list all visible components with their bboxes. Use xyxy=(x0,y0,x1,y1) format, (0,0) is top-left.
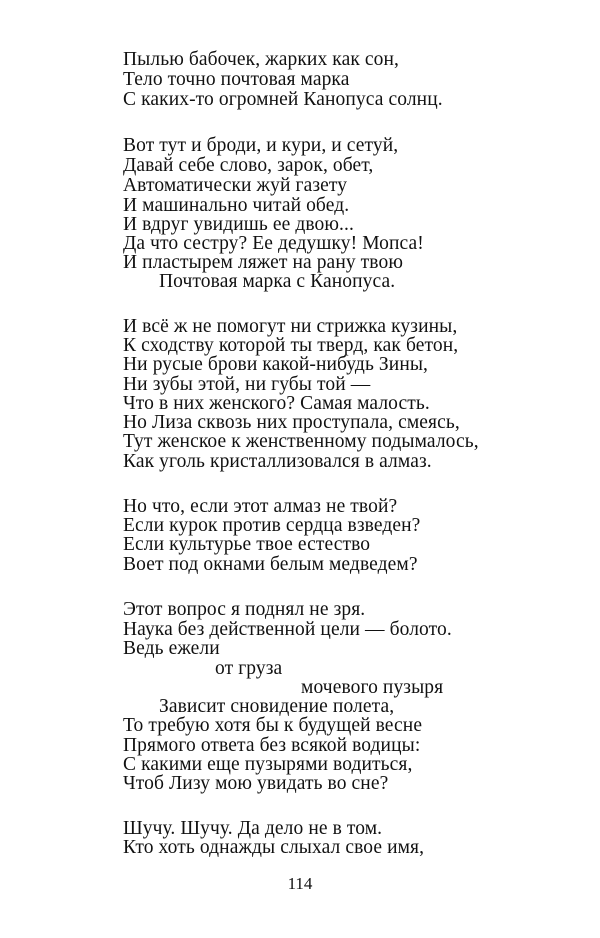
poem-line-indented: Почтовая марка с Канопуса. xyxy=(159,271,396,292)
poem-line: Да что сестру? Ее дедушку! Мопса! xyxy=(123,233,424,254)
poem-line-indented: Зависит сновидение полета, xyxy=(159,696,395,717)
poem-line: И вдруг увидишь ее двою... xyxy=(123,214,354,235)
poem-line: Шучу. Шучу. Да дело не в том. xyxy=(123,818,383,839)
poem-line: Если курок против сердца взведен? xyxy=(123,515,421,536)
poem-line: Вот тут и броди, и кури, и сетуй, xyxy=(123,135,399,156)
poem-line: Тут женское к женственному подымалось, xyxy=(123,431,479,452)
poem-line: И машинально читай обед. xyxy=(123,195,350,216)
poem-line: Но что, если этот алмаз не твой? xyxy=(123,496,398,517)
poem-line: Этот вопрос я поднял не зря. xyxy=(123,599,366,620)
poem-line: Ведь ежели xyxy=(123,638,220,659)
poem-line: Воет под окнами белым медведем? xyxy=(123,554,418,575)
poem-line: То требую хотя бы к будущей весне xyxy=(123,715,423,736)
poem-line: Если культурье твое естество xyxy=(123,534,371,555)
poem-line: Как уголь кристаллизовался в алмаз. xyxy=(123,451,432,472)
poem-line: И всё ж не помогут ни стрижка кузины, xyxy=(123,316,458,337)
poem-line: Автоматически жуй газету xyxy=(123,175,348,196)
poem-line-stepped: мочевого пузыря xyxy=(301,677,444,698)
poem-line: Тело точно почтовая марка xyxy=(123,69,350,90)
poem-line: Что в них женского? Самая малость. xyxy=(123,393,430,414)
poem-line: Но Лиза сквозь них проступала, смеясь, xyxy=(123,412,460,433)
poem-line: Наука без действенной цели — болото. xyxy=(123,619,452,640)
poem-line: Кто хоть однажды слыхал свое имя, xyxy=(123,837,425,858)
poem-line: И пластырем ляжет на рану твою xyxy=(123,252,403,273)
poem-line-stepped: от груза xyxy=(215,658,283,679)
poem-line: Прямого ответа без всякой водицы: xyxy=(123,735,421,756)
poem-line: Чтоб Лизу мою увидать во сне? xyxy=(123,773,389,794)
poem-line: Ни зубы этой, ни губы той — xyxy=(123,374,371,395)
poem-line: К сходству которой ты тверд, как бетон, xyxy=(123,335,459,356)
poem-line: Ни русые брови какой-нибудь Зины, xyxy=(123,354,429,375)
poem-line: Давай себе слово, зарок, обет, xyxy=(123,155,374,176)
poem-line: С какими еще пузырями водиться, xyxy=(123,754,413,775)
page-number: 114 xyxy=(287,874,313,893)
poem-line: Пылью бабочек, жарких как сон, xyxy=(123,49,399,70)
poem-line: С каких-то огромней Канопуса солнц. xyxy=(123,89,443,110)
